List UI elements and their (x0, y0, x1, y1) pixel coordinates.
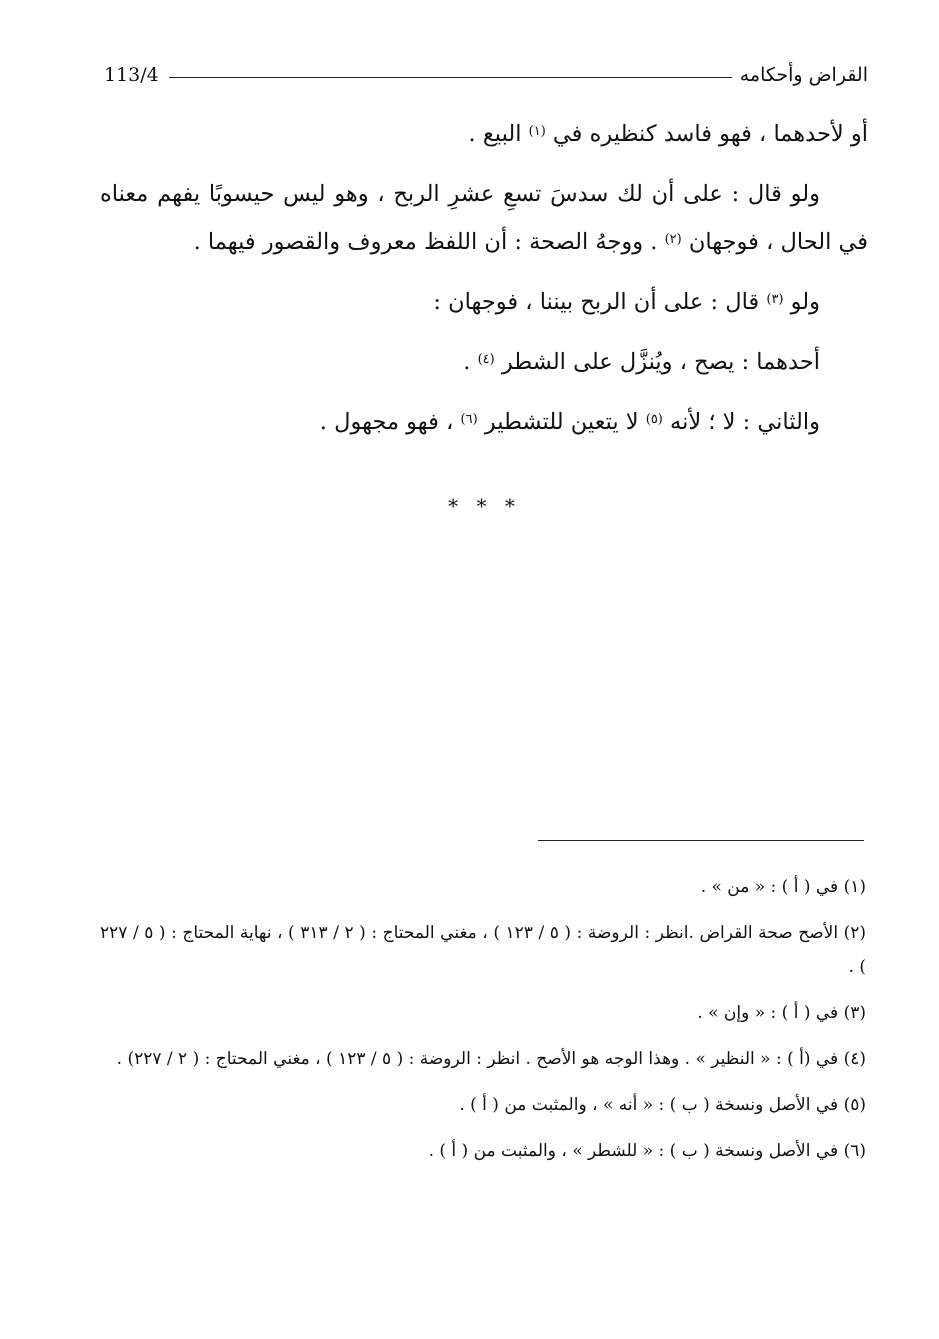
footnote-ref: (٢) (664, 232, 682, 247)
footnote-2: (٢) الأصح صحة القراض .انظر : الروضة : ( ٥ / ١٢٣ ) ، مغني المحتاج : ( ٢ / ٣١٣ ) ، نهاية المحتاج : ( ٥ / ٢٢٧ ) . (100, 923, 867, 977)
text-run: ولو قال : على أن لك سدسَ تسعِ عشرِ الربح ، وهو ليس حيسوبًا يفهم معناه في الحال ، فوجهان (100, 181, 868, 255)
paragraph-1 (100, 110, 868, 158)
paragraph-3 (100, 278, 868, 326)
footnote-ref: (٣) (766, 292, 784, 307)
book-title: القراض وأحكامه (739, 64, 868, 86)
running-header (104, 58, 868, 92)
text-run: أو لأحدهما ، فهو فاسد كنظيره في (545, 121, 868, 147)
footnotes (100, 870, 866, 1180)
header-rule (169, 77, 732, 78)
paragraph-5 (100, 398, 868, 446)
footnote-ref: (١) (528, 124, 546, 139)
text-run: لا يتعين للتشطير (477, 409, 646, 435)
paragraph-4 (100, 338, 868, 386)
footnote-ref: (٤) (477, 352, 495, 367)
footnote-ref: (٥) (645, 412, 663, 427)
text-run: البيع . (468, 121, 529, 147)
footnote-1: (١) في ( أ ) : « من » . (700, 877, 866, 897)
footnote-5: (٥) في الأصل ونسخة ( ب ) : « أنه » ، والمثبت من ( أ ) . (459, 1095, 866, 1115)
section-divider: * * * (448, 494, 521, 518)
text-run: أحدهما : يصح ، ويُنزَّل على الشطر (494, 349, 820, 375)
text-run: . (463, 349, 478, 375)
text-run: والثاني : لا ؛ لأنه (662, 409, 820, 435)
footnote-6: (٦) في الأصل ونسخة ( ب ) : « للشطر » ، والمثبت من ( أ ) . (428, 1141, 866, 1161)
text-run: ، فهو مجهول . (319, 409, 461, 435)
text-run: ولو (783, 289, 820, 315)
page-number: 113/4 (104, 64, 159, 86)
footnote-ref: (٦) (460, 412, 478, 427)
text-run: . ووجهُ الصحة : أن اللفظ معروف والقصور فيهما . (193, 229, 665, 255)
main-text (100, 110, 868, 446)
footnote-4: (٤) في (أ ) : « النظير » . وهذا الوجه هو الأصح . انظر : الروضة : ( ٥ / ١٢٣ ) ، مغني المحتاج : ( ٢ / ٢٢٧) . (116, 1049, 866, 1069)
paragraph-2 (100, 170, 868, 266)
footnote-3: (٣) في ( أ ) : « وإن » . (697, 1003, 866, 1023)
text-run: قال : على أن الربح بيننا ، فوجهان : (433, 289, 767, 315)
footnote-rule (538, 840, 864, 841)
